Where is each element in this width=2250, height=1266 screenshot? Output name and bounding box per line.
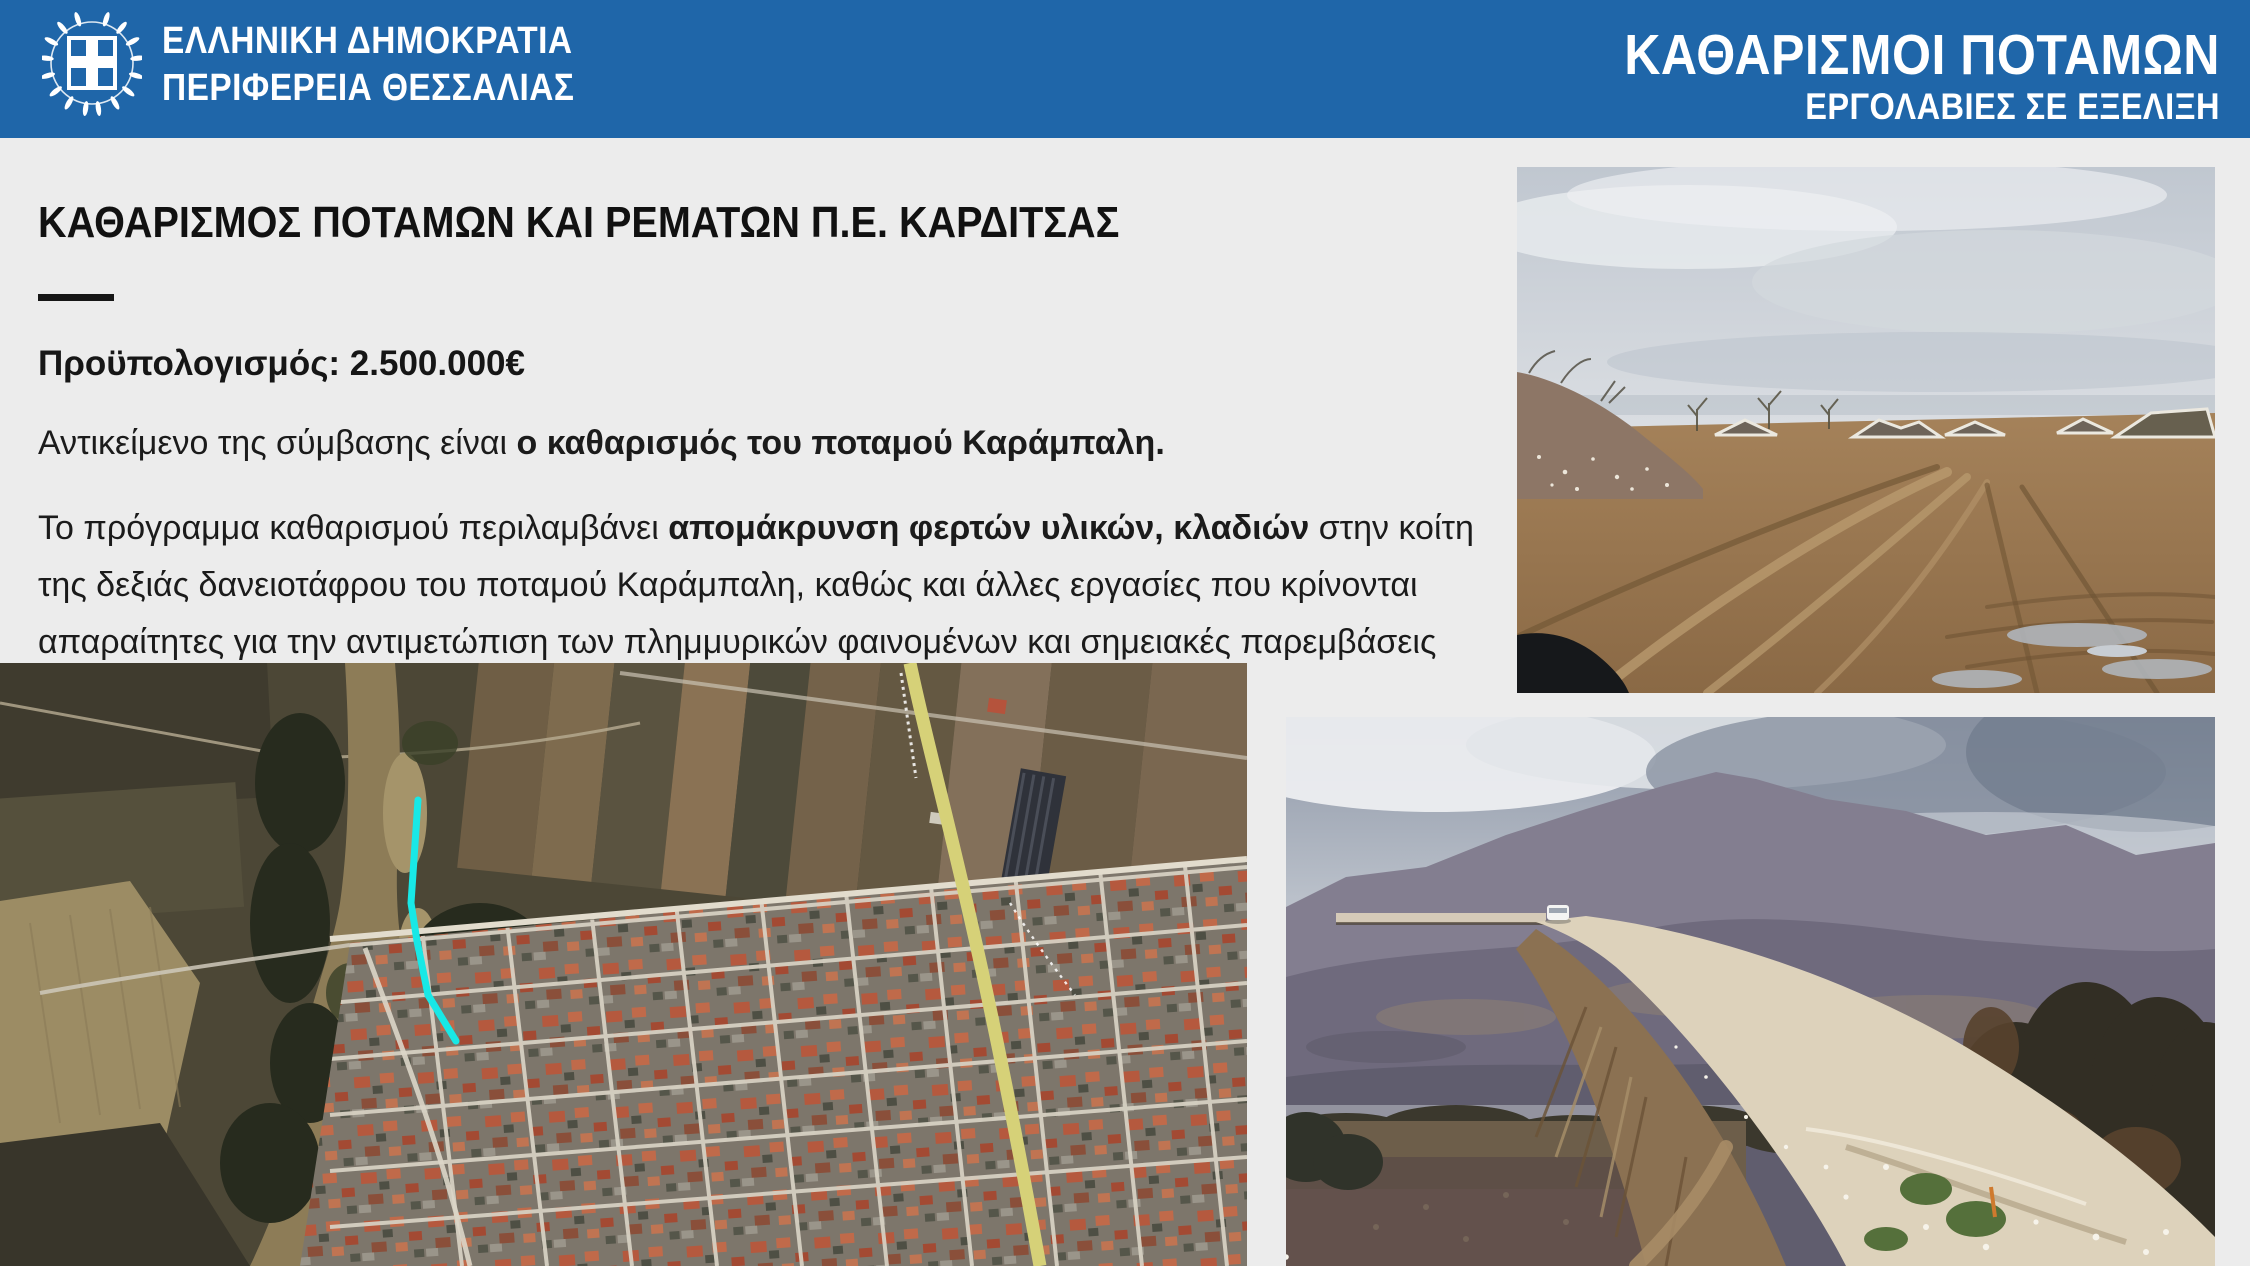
para-line-1: Το πρόγραμμα καθαρισμού περιλαμβάνει απομάκρυνση φερτών υλικών, κλαδιών στην κοίτη: [38, 509, 1474, 547]
map-satellite-image: [0, 663, 1247, 1266]
org-line2: ΠΕΡΙΦΕΡΕΙΑ ΘΕΣΣΑΛΙΑΣ: [162, 67, 575, 110]
object-bold: ο καθαρισμός του ποταμού Καράμπαλη.: [516, 424, 1165, 462]
para-line-2: της δεξιάς δανειοτάφρου του ποταμού Καράμπαλη, καθώς και άλλες εργασίες που κρίνονται: [38, 566, 1418, 604]
greek-emblem-icon: [42, 8, 142, 126]
photo-embankment: [1286, 717, 2215, 1266]
page-title: ΚΑΘΑΡΙΣΜΟΣ ΠΟΤΑΜΩΝ ΚΑΙ ΡΕΜΑΤΩΝ Π.Ε. ΚΑΡΔΙΤΣΑΣ: [38, 198, 1120, 247]
org-line1: ΕΛΛΗΝΙΚΗ ΔΗΜΟΚΡΑΤΙΑ: [162, 20, 573, 62]
header-right-line2: ΕΡΓΟΛΑΒΙΕΣ ΣΕ ΕΞΕΛΙΞΗ: [1805, 85, 2220, 127]
photo-worksite: [1517, 167, 2215, 693]
header-bar: [0, 0, 2250, 138]
title-underline-dash: [38, 294, 114, 301]
para-line-3: απαραίτητες για την αντιμετώπιση των πλημμυρικών φαινομένων και σημειακές παρεμβάσεις: [38, 623, 1437, 661]
budget-line: Προϋπολογισμός: 2.500.000€: [38, 344, 525, 383]
van-silhouette: [1545, 905, 1571, 924]
organization-name: [162, 18, 574, 112]
contract-object-line: [38, 424, 1165, 463]
header-right-title: [1624, 23, 2220, 128]
object-prefix: Αντικείμενο της σύμβασης είναι: [38, 424, 517, 462]
header-right-line1: ΚΑΘΑΡΙΣΜΟΙ ΠΟΤΑΜΩΝ: [1624, 23, 2220, 87]
